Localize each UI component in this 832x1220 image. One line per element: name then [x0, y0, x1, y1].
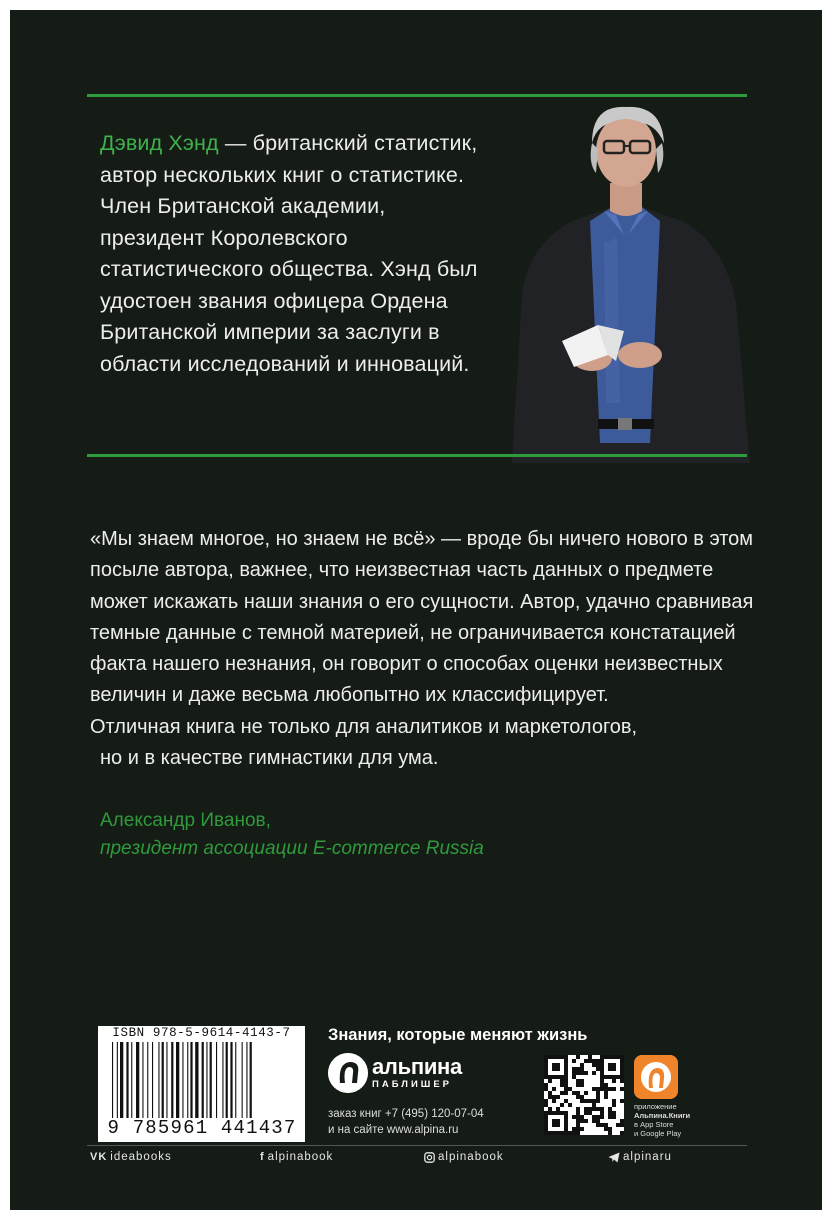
footer-divider	[87, 1145, 747, 1146]
social-telegram[interactable]	[608, 1151, 672, 1163]
author-bio-text: — британский статистик, автор нескольких книг о статистике. Член Британской академии, президент Королевского статистического общества. Хэнд был удостоен звания офицера Ордена Британской империи за заслуги в области исследований и инноваций.	[100, 131, 478, 376]
social-instagram[interactable]	[424, 1151, 504, 1163]
publisher-brand: альпина	[372, 1054, 462, 1079]
social-label: alpinaru	[623, 1151, 672, 1163]
app-line: Альпина.Книги	[634, 1111, 691, 1120]
barcode-bars	[112, 1042, 294, 1118]
social-facebook[interactable]	[260, 1151, 333, 1163]
app-info	[634, 1102, 710, 1138]
barcode-digits: 9 785961 441437	[107, 1117, 297, 1139]
order-info	[328, 1106, 484, 1138]
publisher-slogan: Знания, которые меняют жизнь	[328, 1026, 588, 1044]
reviewer-role: президент ассоциации E-commerce Russia	[100, 838, 484, 859]
telegram-icon	[608, 1152, 620, 1163]
middle-divider	[87, 454, 747, 457]
quote-line: но и в качестве гимнастики для ума.	[100, 747, 439, 770]
social-label: alpinabook	[267, 1151, 334, 1163]
social-label: ideabooks	[110, 1151, 172, 1163]
app-line: в App Store	[634, 1120, 674, 1129]
isbn-text: ISBN 978-5-9614-4143-7	[112, 1026, 291, 1040]
quote-paragraph: «Мы знаем многое, но знаем не всё» — вроде бы ничего нового в этом посыле автора, важнее, что неизвестная часть данных о предмете может искажать наши знания о его сущности. Автор, удачно сравнивая темные данные с темной материей, не ограничивается констатацией факта нашего незнания, он говорит о способах оценки неизвестных величин и даже весьма любопытно их классифицирует.	[90, 528, 754, 707]
back-cover	[10, 10, 822, 1210]
qr-code-icon	[544, 1055, 624, 1135]
review-quote	[90, 524, 770, 774]
social-label: alpinabook	[438, 1151, 504, 1163]
app-line: приложение	[634, 1102, 677, 1111]
facebook-icon: f	[260, 1151, 265, 1163]
quote-line: Отличная книга не только для аналитиков и маркетологов,	[90, 715, 638, 738]
order-site: и на сайте www.alpina.ru	[328, 1124, 459, 1136]
reviewer-signature	[100, 807, 484, 863]
isbn-barcode	[98, 1026, 305, 1142]
alpina-logo-icon	[328, 1053, 368, 1093]
top-divider	[87, 94, 747, 97]
app-line: и Google Play	[634, 1129, 682, 1138]
author-photo	[492, 103, 752, 463]
publisher-brand-sub: ПАБЛИШЕР	[372, 1079, 452, 1090]
reviewer-name: Александр Иванов,	[100, 810, 271, 831]
social-vk[interactable]	[90, 1151, 172, 1163]
author-bio	[100, 128, 480, 380]
alpina-app-icon	[634, 1055, 678, 1099]
vk-icon: VK	[90, 1151, 108, 1163]
author-name: Дэвид Хэнд	[100, 131, 219, 155]
order-phone: заказ книг +7 (495) 120-07-04	[328, 1108, 484, 1120]
instagram-icon	[424, 1152, 435, 1163]
